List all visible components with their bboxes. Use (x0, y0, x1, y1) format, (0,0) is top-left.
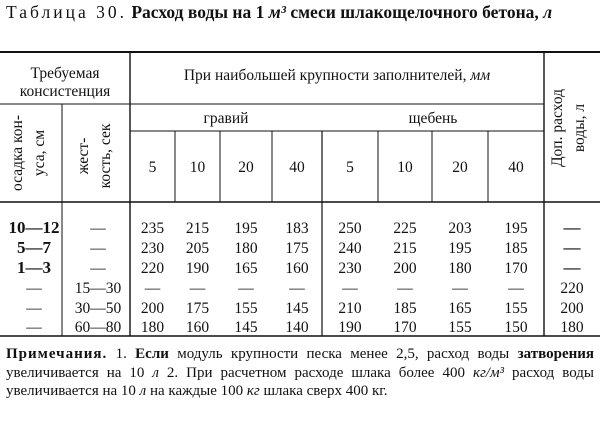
cell-stiffness: 60—80 (74, 319, 122, 336)
header-slump-line1: осадка кон- (9, 115, 26, 191)
cell-water: 155 (504, 300, 528, 317)
cell-water: — (397, 280, 413, 297)
cell-extra: — (563, 238, 581, 257)
cell-extra: — (563, 258, 581, 277)
cell-water: 155 (448, 319, 472, 336)
cell-water: 175 (285, 240, 309, 257)
cell-water: 250 (338, 220, 362, 237)
cell-water: 185 (393, 300, 417, 317)
cell-extra: 220 (560, 280, 584, 297)
cell-stiffness: 15—30 (74, 280, 122, 297)
title-unit-2: л (543, 2, 553, 22)
cell-water: 195 (504, 220, 528, 237)
cell-stiffness: — (90, 240, 106, 257)
table-caption (6, 2, 596, 23)
header-gravel: гравий (203, 110, 249, 127)
note-item-1-bold: Если (135, 346, 169, 362)
cell-water: 175 (185, 300, 210, 317)
cell-stiffness: — (90, 260, 106, 277)
header-main-unit: мм (470, 67, 491, 84)
cell-water: 200 (140, 300, 165, 317)
cell-water: 180 (140, 319, 165, 336)
cell-extra: 180 (560, 319, 584, 336)
title-part-a: Расход воды на 1 (131, 2, 265, 22)
header-required-line1: Требуемая (30, 65, 100, 82)
note-lead: Примечания. (6, 346, 108, 362)
header-size-5: 10 (397, 159, 413, 176)
header-size-6: 20 (452, 159, 468, 176)
cell-water: 165 (234, 260, 258, 277)
cell-water: 150 (504, 319, 528, 336)
note-item-1-text: модуль крупности песка менее 2,5, расход воды (177, 346, 510, 362)
note-item-2-unit-2: л (139, 383, 147, 399)
cell-slump: 5—7 (17, 238, 51, 257)
header-size-1: 10 (189, 159, 206, 176)
cell-water: — (342, 280, 358, 297)
cell-water: 180 (448, 260, 472, 277)
table-title (131, 2, 552, 22)
header-stiff-line2: кость, сек (97, 123, 114, 189)
header-required-line2: консистенция (19, 83, 111, 100)
cell-slump: — (26, 300, 42, 317)
note-item-1-bold-2: затворения (517, 346, 594, 362)
cell-water: 230 (140, 240, 165, 257)
note-item-1-text-2: увеличивается на 10 (6, 364, 145, 381)
cell-water: 170 (393, 319, 417, 336)
cell-water: 195 (448, 240, 472, 257)
cell-stiffness: 30—50 (74, 300, 122, 317)
header-slump-line2: уса, см (31, 129, 48, 177)
header-extra-line2: воды, л (571, 103, 588, 153)
cell-water: — (189, 280, 206, 297)
header-size-2: 20 (238, 159, 254, 176)
cell-water: 155 (234, 300, 258, 317)
cell-water: 215 (185, 220, 210, 237)
header-crushed: щебень (408, 110, 458, 127)
cell-water: 210 (338, 300, 362, 317)
note-item-2-text: 2. При расчетном расходе шлака более 400 (166, 364, 465, 381)
cell-extra: 200 (560, 300, 584, 317)
header-size-7: 40 (508, 159, 524, 176)
cell-water: — (144, 280, 161, 297)
cell-water: 170 (504, 260, 528, 277)
cell-water: 183 (285, 220, 309, 237)
cell-water: 190 (338, 319, 362, 336)
cell-slump: 10—12 (8, 218, 60, 237)
cell-stiffness: — (90, 220, 106, 237)
cell-slump: — (26, 319, 42, 336)
cell-water: 235 (140, 220, 165, 237)
cell-slump: 1—3 (17, 258, 51, 277)
cell-water: 145 (285, 300, 309, 317)
cell-water: 160 (285, 260, 309, 277)
cell-water: 215 (393, 240, 417, 257)
cell-water: 230 (338, 260, 362, 277)
note-item-2-unit-3: кг (246, 383, 260, 399)
cell-water: — (238, 280, 254, 297)
note-item-2-text-3: на каждые 100 (149, 383, 244, 399)
cell-water: — (289, 280, 305, 297)
table-svg (0, 48, 600, 338)
cell-water: 190 (185, 260, 210, 277)
header-size-0: 5 (148, 159, 157, 176)
cell-water: 180 (234, 240, 258, 257)
note-item-1-unit: л (152, 364, 159, 381)
note-item-1-number: 1. (115, 346, 127, 362)
cell-water: 200 (393, 260, 417, 277)
header-extra-line1: Доп. расход (549, 88, 566, 168)
table-number: Таблица 30. (6, 2, 127, 22)
cell-water: 160 (185, 319, 210, 336)
cell-water: 220 (140, 260, 165, 277)
cell-water: — (452, 280, 468, 297)
note-item-2-text-4: шлака сверх 400 кг. (263, 383, 388, 399)
cell-slump: — (26, 280, 42, 297)
table-header-cells (9, 65, 588, 191)
header-stiff-line1: жест- (75, 137, 92, 175)
cell-water: 140 (285, 319, 309, 336)
cell-extra: — (563, 218, 581, 237)
cell-water: 203 (448, 220, 472, 237)
cell-water: 145 (234, 319, 258, 336)
cell-water: 240 (338, 240, 362, 257)
cell-water: 195 (234, 220, 258, 237)
header-size-4: 5 (346, 159, 354, 176)
water-consumption-table (0, 48, 600, 338)
cell-water: — (508, 280, 524, 297)
title-part-b: смеси шлакощелочного бетона, (290, 2, 539, 22)
header-size-3: 40 (289, 159, 305, 176)
cell-water: 205 (185, 240, 210, 257)
cell-water: 225 (393, 220, 417, 237)
cell-water: 185 (504, 240, 528, 257)
cell-water: 165 (448, 300, 472, 317)
table-note (6, 345, 594, 401)
table-body-cells (9, 218, 584, 336)
title-unit: м³ (268, 2, 286, 22)
note-item-2-text-2: расход воды увеличивается на 10 (6, 364, 595, 399)
note-item-2-unit: кг/м³ (472, 364, 505, 381)
header-main: При наибольшей крупности заполнителей, мм (183, 67, 491, 84)
